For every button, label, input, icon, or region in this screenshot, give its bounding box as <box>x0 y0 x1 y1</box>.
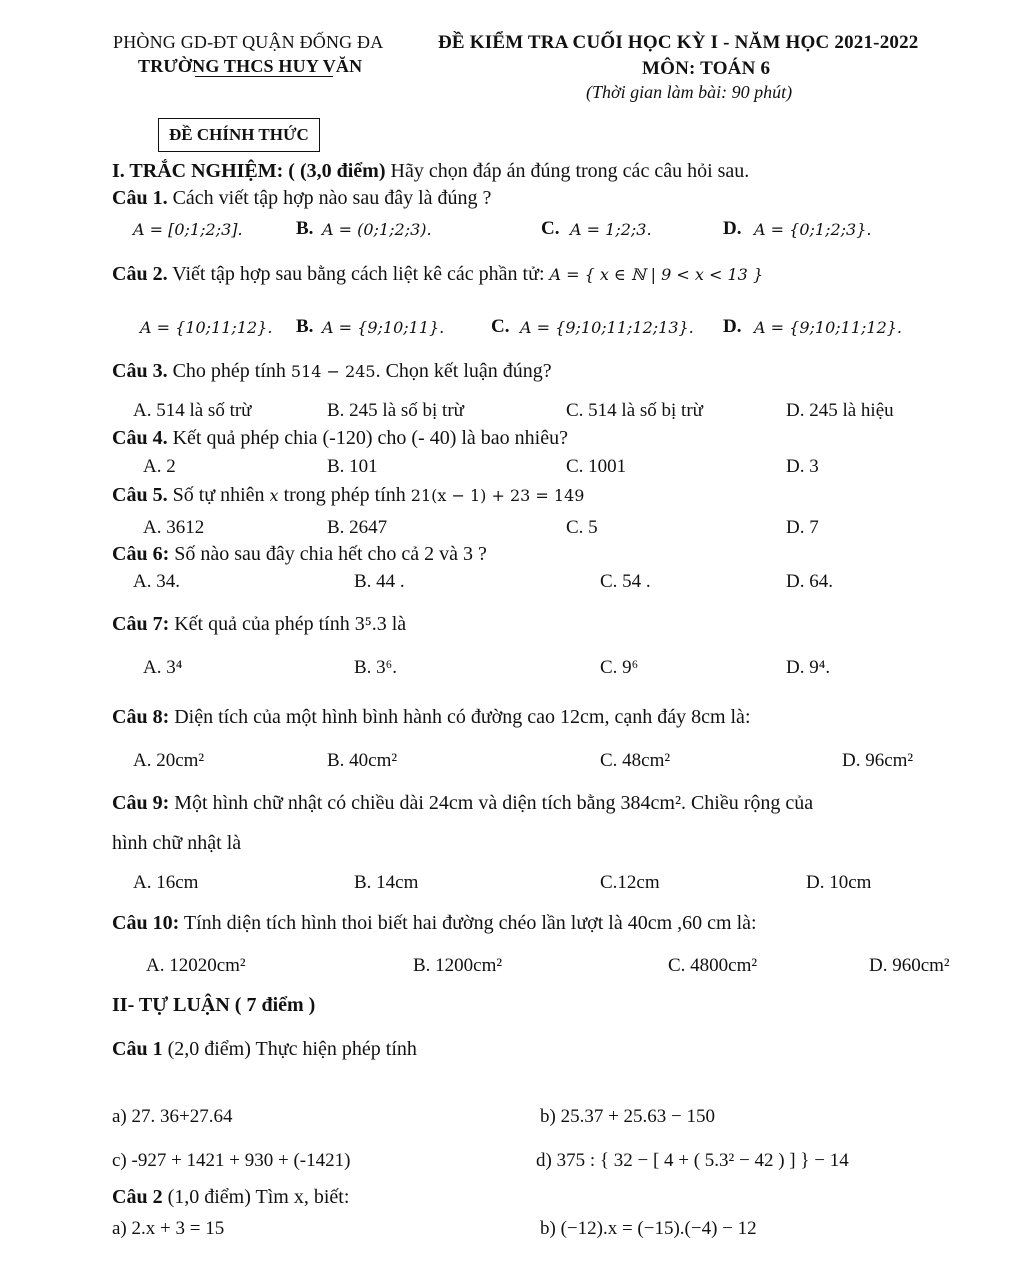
part2-question-2 <box>112 1186 349 1209</box>
q5-math: 21(x − 1) + 23 = 149 <box>410 486 585 505</box>
q3-option-c: C. 514 là số bị trừ <box>566 400 703 421</box>
q6-option-a: A. 34. <box>133 571 180 592</box>
question-9 <box>112 792 813 815</box>
q6-option-b: B. 44 . <box>354 571 405 592</box>
q3-option-d: D. 245 là hiệu <box>786 400 894 421</box>
q2-option-d: A = {9;10;11;12}. <box>754 318 903 337</box>
question-8 <box>112 706 751 729</box>
question-7 <box>112 613 406 636</box>
part1-title: I. TRẮC NGHIỆM: ( (3,0 điểm) <box>112 160 386 182</box>
q3-math: 514 − 245 <box>290 362 376 381</box>
q10-option-c: C. 4800cm² <box>668 955 758 976</box>
q9-option-b: B. 14cm <box>354 872 419 893</box>
part2-q2-item-a: a) 2.x + 3 = 15 <box>112 1218 225 1239</box>
q4-option-d: D. 3 <box>786 456 819 477</box>
part2-q1-item-c: c) -927 + 1421 + 930 + (-1421) <box>112 1150 351 1171</box>
q7-option-d: D. 9⁴. <box>786 657 831 678</box>
q9-text-cont: hình chữ nhật là <box>112 832 242 854</box>
part2-q1-item-d: d) 375 : { 32 − [ 4 + ( 5.3² − 42 ) ] } − 14 <box>536 1150 849 1171</box>
question-4 <box>112 427 568 450</box>
q2-option-d-label: D. <box>723 316 742 337</box>
q5-text2: trong phép tính <box>283 484 406 506</box>
q10-option-b: B. 1200cm² <box>413 955 503 976</box>
q1-label: Câu 1. <box>112 187 168 209</box>
q9-option-c: C.12cm <box>600 872 660 893</box>
part2-q1-text: (2,0 điểm) Thực hiện phép tính <box>167 1038 417 1060</box>
q8-option-b: B. 40cm² <box>327 750 398 771</box>
q7-text: Kết quả của phép tính 3⁵.3 là <box>174 613 407 635</box>
q3-option-b: B. 245 là số bị trừ <box>327 400 464 421</box>
subject: MÔN: TOÁN 6 <box>642 58 771 79</box>
q4-option-a: A. 2 <box>143 456 176 477</box>
question-6 <box>112 543 487 566</box>
q2-option-c-label: C. <box>491 316 510 337</box>
q6-label: Câu 6: <box>112 543 170 565</box>
question-1 <box>112 187 491 210</box>
part1-instruction: Hãy chọn đáp án đúng trong các câu hỏi sau. <box>390 160 750 182</box>
q5-option-a: A. 3612 <box>143 517 205 538</box>
q9-label: Câu 9: <box>112 792 170 814</box>
q4-text: Kết quả phép chia (-120) cho (- 40) là bao nhiêu? <box>172 427 568 449</box>
part2-q2-text: (1,0 điểm) Tìm x, biết: <box>167 1186 350 1208</box>
part2-q1-label: Câu 1 <box>112 1038 163 1060</box>
q10-text: Tính diện tích hình thoi biết hai đường chéo lần lượt là 40cm ,60 cm là: <box>183 912 757 934</box>
q7-label: Câu 7: <box>112 613 170 635</box>
q8-option-d: D. 96cm² <box>842 750 914 771</box>
q2-option-a: A = {10;11;12}. <box>140 318 273 337</box>
q4-option-c: C. 1001 <box>566 456 627 477</box>
part2-q1-item-b: b) 25.37 + 25.63 − 150 <box>540 1106 716 1127</box>
question-3 <box>112 360 552 383</box>
duration: (Thời gian làm bài: 90 phút) <box>586 82 793 102</box>
q4-label: Câu 4. <box>112 427 168 449</box>
q5-option-c: C. 5 <box>566 517 598 538</box>
q1-option-d-label: D. <box>723 218 742 239</box>
q9-text: Một hình chữ nhật có chiều dài 24cm và diện tích bằng 384cm². Chiều rộng của <box>174 792 814 814</box>
school-underline <box>195 76 333 77</box>
q7-option-c: C. 9⁶ <box>600 657 639 678</box>
q3-text: Cho phép tính <box>172 360 286 382</box>
q2-label: Câu 2. <box>112 263 168 285</box>
q8-option-c: C. 48cm² <box>600 750 671 771</box>
part2-q2-label: Câu 2 <box>112 1186 163 1208</box>
q1-text: Cách viết tập hợp nào sau đây là đúng ? <box>172 187 492 209</box>
part1-heading <box>112 160 749 183</box>
q4-option-b: B. 101 <box>327 456 378 477</box>
official-badge: ĐỀ CHÍNH THỨC <box>158 118 320 152</box>
q3-option-a: A. 514 là số trừ <box>133 400 252 421</box>
question-2 <box>112 263 763 286</box>
q2-math: A = { x ∈ ℕ | 9 < x < 13 } <box>549 265 764 284</box>
q3-label: Câu 3. <box>112 360 168 382</box>
q5-var: x <box>269 486 279 505</box>
part2-question-1 <box>112 1038 417 1061</box>
q1-option-b: A = (0;1;2;3). <box>322 220 432 239</box>
q2-option-c: A = {9;10;11;12;13}. <box>520 318 694 337</box>
q2-option-b-label: B. <box>296 316 314 337</box>
q8-option-a: A. 20cm² <box>133 750 205 771</box>
q9-option-a: A. 16cm <box>133 872 199 893</box>
q6-option-d: D. 64. <box>786 571 833 592</box>
q5-option-b: B. 2647 <box>327 517 388 538</box>
q5-option-d: D. 7 <box>786 517 819 538</box>
q1-option-c: A = 1;2;3. <box>570 220 652 239</box>
q8-label: Câu 8: <box>112 706 170 728</box>
exam-title: ĐỀ KIỂM TRA CUỐI HỌC KỲ I - NĂM HỌC 2021-2022 <box>438 32 919 53</box>
q10-option-d: D. 960cm² <box>869 955 950 976</box>
q10-label: Câu 10: <box>112 912 180 934</box>
q8-text: Diện tích của một hình bình hành có đường cao 12cm, cạnh đáy 8cm là: <box>174 706 751 728</box>
q6-text: Số nào sau đây chia hết cho cả 2 và 3 ? <box>174 543 487 565</box>
q10-option-a: A. 12020cm² <box>146 955 246 976</box>
q5-label: Câu 5. <box>112 484 168 506</box>
q9-option-d: D. 10cm <box>806 872 872 893</box>
q6-option-c: C. 54 . <box>600 571 651 592</box>
part2-title: II- TỰ LUẬN ( 7 điểm ) <box>112 994 316 1016</box>
q2-option-b: A = {9;10;11}. <box>322 318 445 337</box>
q5-text: Số tự nhiên <box>172 484 265 506</box>
q7-option-a: A. 3⁴ <box>143 657 183 678</box>
question-10 <box>112 912 757 935</box>
q3-text2: . Chọn kết luận đúng? <box>375 360 552 382</box>
question-5 <box>112 484 584 507</box>
school-name: TRƯỜNG THCS HUY VĂN <box>138 56 363 76</box>
part2-q2-item-b: b) (−12).x = (−15).(−4) − 12 <box>540 1218 757 1239</box>
q1-option-c-label: C. <box>541 218 560 239</box>
dept-name: PHÒNG GD-ĐT QUẬN ĐỐNG ĐA <box>113 32 384 52</box>
q1-option-d: A = {0;1;2;3}. <box>754 220 872 239</box>
q1-option-b-label: B. <box>296 218 314 239</box>
q1-option-a: A = [0;1;2;3]. <box>133 220 243 239</box>
q7-option-b: B. 3⁶. <box>354 657 398 678</box>
q2-text: Viết tập hợp sau bằng cách liệt kê các phần tử: <box>172 263 545 285</box>
part2-q1-item-a: a) 27. 36+27.64 <box>112 1106 233 1127</box>
